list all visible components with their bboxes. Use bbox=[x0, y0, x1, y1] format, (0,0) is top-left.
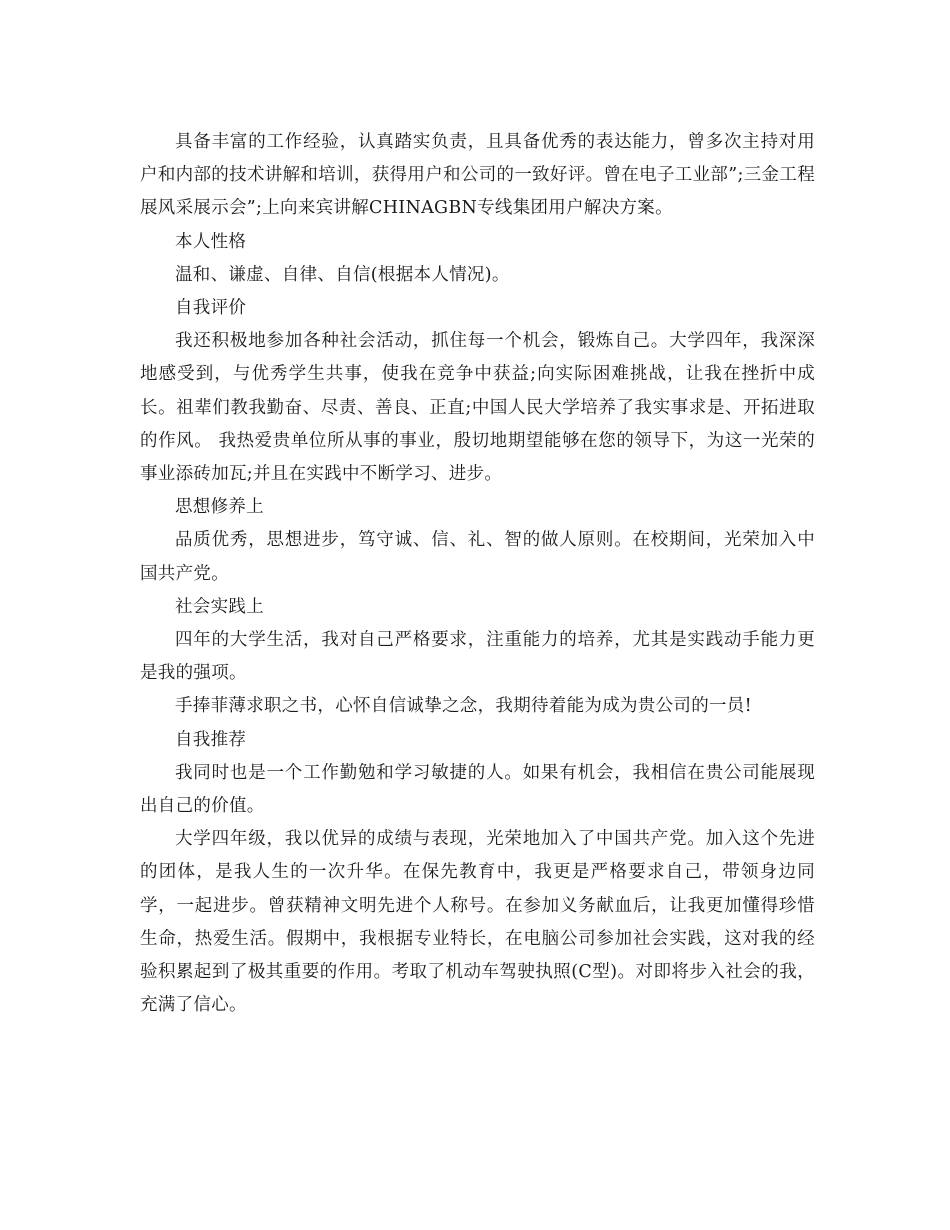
paragraph-self-recommendation: 我同时也是一个工作勤勉和学习敏捷的人。如果有机会，我相信在贵公司能展现出自己的价值。 bbox=[140, 762, 815, 817]
heading-personality: 本人性格 bbox=[175, 231, 247, 252]
paragraph-self-evaluation: 我还积极地参加各种社会活动，抓住每一个机会，锻炼自己。大学四年，我深深地感受到，与优秀学生共事，使我在竞争中获益;向实际困难挑战，让我在挫折中成长。祖辈们教我勤奋、尽责、善良、正直;中国人民大学培养了我实事求是、开拓进取的作风。 我热爱贵单位所从事的事业，殷切地期望能够在您的领导下，为这一光荣的事业添砖加瓦;并且在实践中不断学习、进步。 bbox=[140, 331, 815, 485]
paragraph-work-experience: 具备丰富的工作经验，认真踏实负责，且具备优秀的表达能力，曾多次主持对用户和内部的技术讲解和培训，获得用户和公司的一致好评。曾在电子工业部”;三金工程展风采展示会”;上向来宾讲解CHINAGBN专线集团用户解决方案。 bbox=[140, 132, 815, 219]
document-body bbox=[140, 126, 815, 1022]
heading-self-recommendation: 自我推荐 bbox=[175, 729, 247, 750]
heading-self-evaluation: 自我评价 bbox=[175, 298, 247, 319]
heading-ideology: 思想修养上 bbox=[175, 497, 264, 518]
paragraph-ideology: 品质优秀，思想进步，笃守诚、信、礼、智的做人原则。在校期间，光荣加入中国共产党。 bbox=[140, 530, 815, 584]
paragraph-personality: 温和、谦虚、自律、自信(根据本人情况)。 bbox=[175, 264, 510, 285]
heading-social-practice: 社会实践上 bbox=[175, 596, 264, 617]
paragraph-social-practice: 四年的大学生活，我对自己严格要求，注重能力的培养，尤其是实践动手能力更是我的强项。 bbox=[140, 630, 815, 684]
paragraph-senior-year: 大学四年级，我以优异的成绩与表现，光荣地加入了中国共产党。加入这个先进的团体，是我人生的一次升华。在保先教育中，我更是严格要求自己，带领身边同学，一起进步。曾获精神文明先进个人称号。在参加义务献血后，让我更加懂得珍惜生命，热爱生活。假期中，我根据专业特长，在电脑公司参加社会实践，这对我的经验积累起到了极其重要的作用。考取了机动车驾驶执照(C型)。对即将步入社会的我，充满了信心。 bbox=[140, 829, 815, 1016]
paragraph-closing: 手捧菲薄求职之书，心怀自信诚挚之念，我期待着能为成为贵公司的一员! bbox=[175, 696, 752, 717]
